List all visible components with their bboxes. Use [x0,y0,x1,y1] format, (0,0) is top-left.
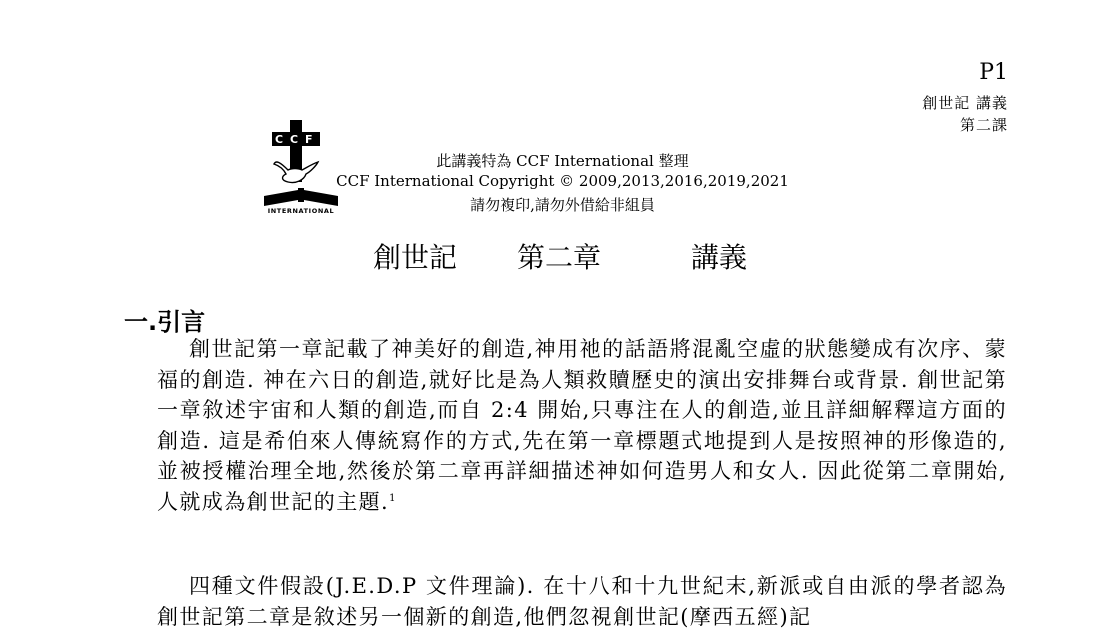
notice-line-3: 請勿複印,請勿外借給非組員 [470,196,655,214]
footnote-ref[interactable]: 1 [389,492,397,504]
logo-letter-c2: C [290,133,299,146]
title-kind: 講義 [691,241,748,274]
jedp-paragraph: 四種文件假設(J.E.D.P 文件理論). 在十八和十九世紀末,新派或自由派的學者認為創世記第二章是敘述另一個新的創造,他們忽視創世記(摩西五經)記 [157,574,1007,629]
title-chapter: 第二章 [516,241,601,274]
logo-letter-f: F [305,133,313,146]
section-heading: 一.引言 [124,308,206,336]
notice-copyright: CCF International Copyright © 2009,2013,2016,2019,2021 [336,172,789,190]
lesson-label: 第二課 [959,116,1008,134]
logo-caption: INTERNATIONAL [267,207,335,215]
logo-letter-c1: C [275,133,284,146]
title-book: 創世記 [372,241,457,274]
notice-line-1: 此講義特為 CCF International 整理 [436,152,689,170]
document-title [0,236,1120,276]
intro-paragraph [157,334,1007,517]
page-number: P1 [979,60,1008,85]
course-title: 創世記 講義 [922,94,1008,112]
intro-text: 創世記第一章記載了神美好的創造,神用祂的話語將混亂空虛的狀態變成有次序、蒙福的創造. 神在六日的創造,就好比是為人類救贖歷史的演出安排舞台或背景. 創世記第一章敘述宇宙和人類的創造,而自 2:4 開始,只專注在人的創造,並且詳細解釋這方面的創造. 這是希伯來人傳統寫作的方式,先在第一章標題式地提到人是按照神的形像造的,並被授權治理全地,然後於第二章再詳細描述神如何造男人和女人. 因此從第二章開始,人就成為創世記的主題. [157,337,1007,514]
